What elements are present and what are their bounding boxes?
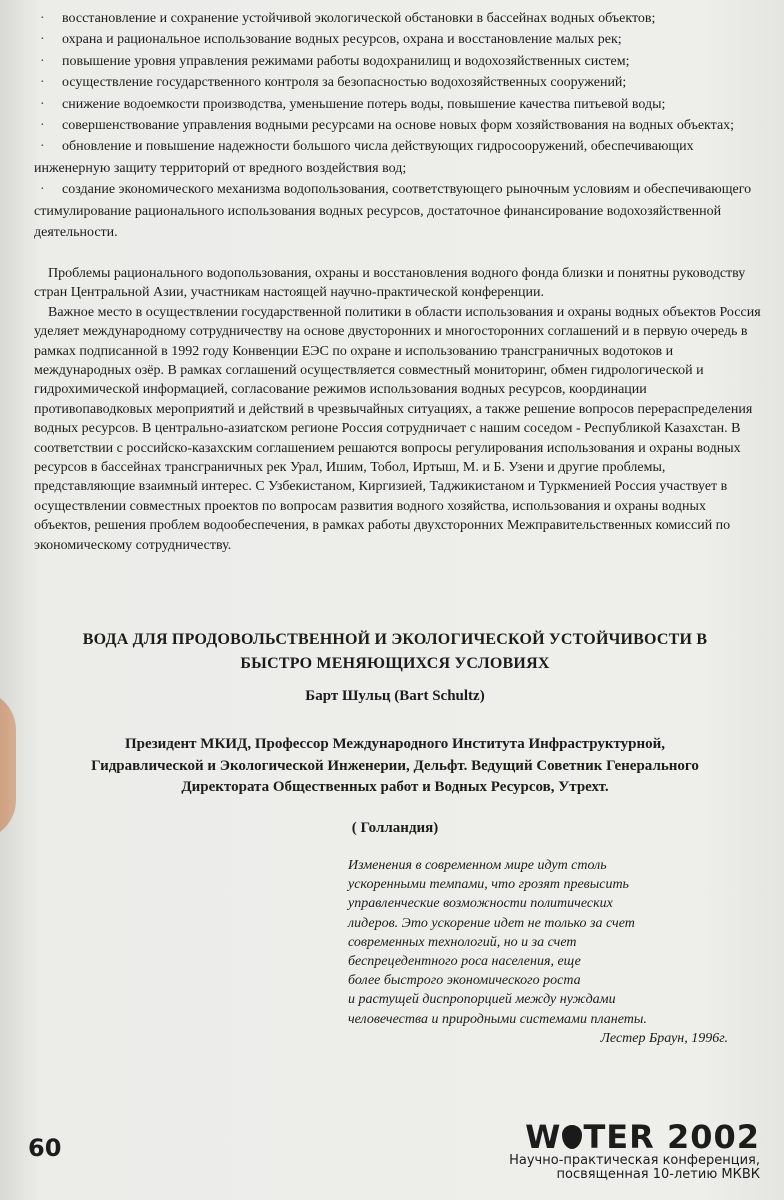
bullet-item: · обновление и повышение надежности большого числа действующих гидросооружений, обеспечивающих инженерную защиту территорий от вредного воздействия вод; [34, 136, 764, 179]
author-affiliation [40, 734, 750, 799]
affiliation-line: Президент МКИД, Профессор Международного Института Инфраструктурной, [124, 736, 666, 752]
article-author: Барт Шульц (Bart Schultz) [305, 688, 485, 704]
epigraph-line: и растущей диспропорцией между нуждами [348, 992, 616, 1008]
epigraph-line: Изменения в современном мире идут столь [348, 858, 607, 873]
epigraph-line: человечества и природными системами планеты. [348, 1011, 647, 1027]
logo-wordmark [400, 1120, 760, 1154]
bullet-item: · осуществление государственного контроля за безопасностью водохозяйственных сооружений; [34, 72, 764, 93]
author-country: ( Голландия) [351, 820, 439, 836]
epigraph-line: современных технологий, но и за счет [348, 934, 577, 950]
epigraph-line: беспрецедентного роса населения, еще [348, 954, 581, 970]
paragraph: Проблемы рационального водопользования, охраны и восстановления водного фонда близки и понятны руководству стран Центральной Азии, участникам настоящей научно-практической конференции. [34, 266, 746, 301]
bullet-item: · охрана и рациональное использование водных ресурсов, охрана и восстановление малых рек; [34, 29, 764, 50]
affiliation-line: Директората Общественных работ и Водных Ресурсов, Утрехт. [181, 779, 609, 795]
body-text [34, 264, 764, 555]
thumb-photo-artifact [0, 690, 16, 840]
epigraph-attribution: Лестер Браун, 1996г. [600, 1030, 728, 1046]
bullet-item: · совершенствование управления водными ресурсами на основе новых форм хозяйствования на водных объектах; [34, 115, 764, 136]
article-title-line: БЫСТРО МЕНЯЮЩИХСЯ УСЛОВИЯХ [240, 655, 550, 672]
page-number: 60 [28, 1134, 62, 1162]
logo-text: TER 2002 [583, 1118, 760, 1156]
epigraph-line: более быстрого экономического роста [348, 973, 581, 989]
epigraph-line: ускоренными темпами, что грозят превысить [348, 877, 629, 893]
bullet-item: · снижение водоемкости производства, уменьшение потерь воды, повышение качества питьевой воды; [34, 94, 764, 115]
bullet-item: · повышение уровня управления режимами работы водохранилищ и водохозяйственных систем; [34, 51, 764, 72]
epigraph-line: управленческие возможности политических [348, 896, 613, 912]
affiliation-line: Гидравлической и Экологической Инженерии, Дельфт. Ведущий Советник Генерального [91, 757, 699, 774]
logo-letter: W [525, 1118, 562, 1156]
epigraph [348, 856, 748, 1048]
water-2002-logo [400, 1120, 760, 1182]
water-drop-icon [562, 1125, 582, 1149]
bullet-list [34, 8, 764, 243]
logo-subtitle-line: Научно-практическая конференция, [509, 1153, 760, 1168]
bullet-item: · создание экономического механизма водопользования, соответствующего рыночным условиям и обеспечивающего стимулирование рационального использования водных ресурсов, достаточное финансирование водохозяйственной деятельности. [34, 179, 764, 243]
bullet-item: · восстановление и сохранение устойчивой экологической обстановки в бассейнах водных объектов; [34, 8, 764, 29]
article-title [40, 628, 750, 676]
paragraph: Важное место в осуществлении государственной политики в области использования и охраны водных объектов Россия уделяет международному сотрудничеству на основе двусторонних и многосторонних соглашений и в первую очередь в рамках подписанной в 1992 году Конвенции ЕЭС по охране и использованию трансграничных водотоков и международных озёр. В рамках соглашений осуществляется совместный мониторинг, обмен гидрологической и гидрохимической информацией, согласование режимов использования водных ресурсов, координации противопаводковых мероприятий и действий в чрезвычайных ситуациях, а также решение вопросов перераспределения водных ресурсов. В центрально-азиатском регионе Россия сотрудничает с нашим соседом - Республикой Казахстан. В соответствии с российско-казахским соглашением решаются вопросы регулирования использования и охраны водных ресурсов в бассейнах трансграничных рек Урал, Ишим, Тобол, Иртыш, М. и Б. Узени и другие проблемы, представляющие взаимный интерес. С Узбекистаном, Киргизией, Таджикистаном и Туркменией Россия участвует в осуществлении совместных проектов по вопросам развития водного хозяйства, использования и охраны водных объектов, решения проблем водообеспечения, в рамках работы двухсторонних Межправительственных комиссий по экономическому сотрудничеству. [34, 304, 761, 553]
article-title-line: ВОДА ДЛЯ ПРОДОВОЛЬСТВЕННОЙ И ЭКОЛОГИЧЕСКОЙ УСТОЙЧИВОСТИ В [82, 631, 708, 648]
logo-subtitle-line: посвященная 10-летию МКВК [556, 1167, 760, 1182]
epigraph-line: лидеров. Это ускорение идет не только за счет [348, 915, 635, 931]
